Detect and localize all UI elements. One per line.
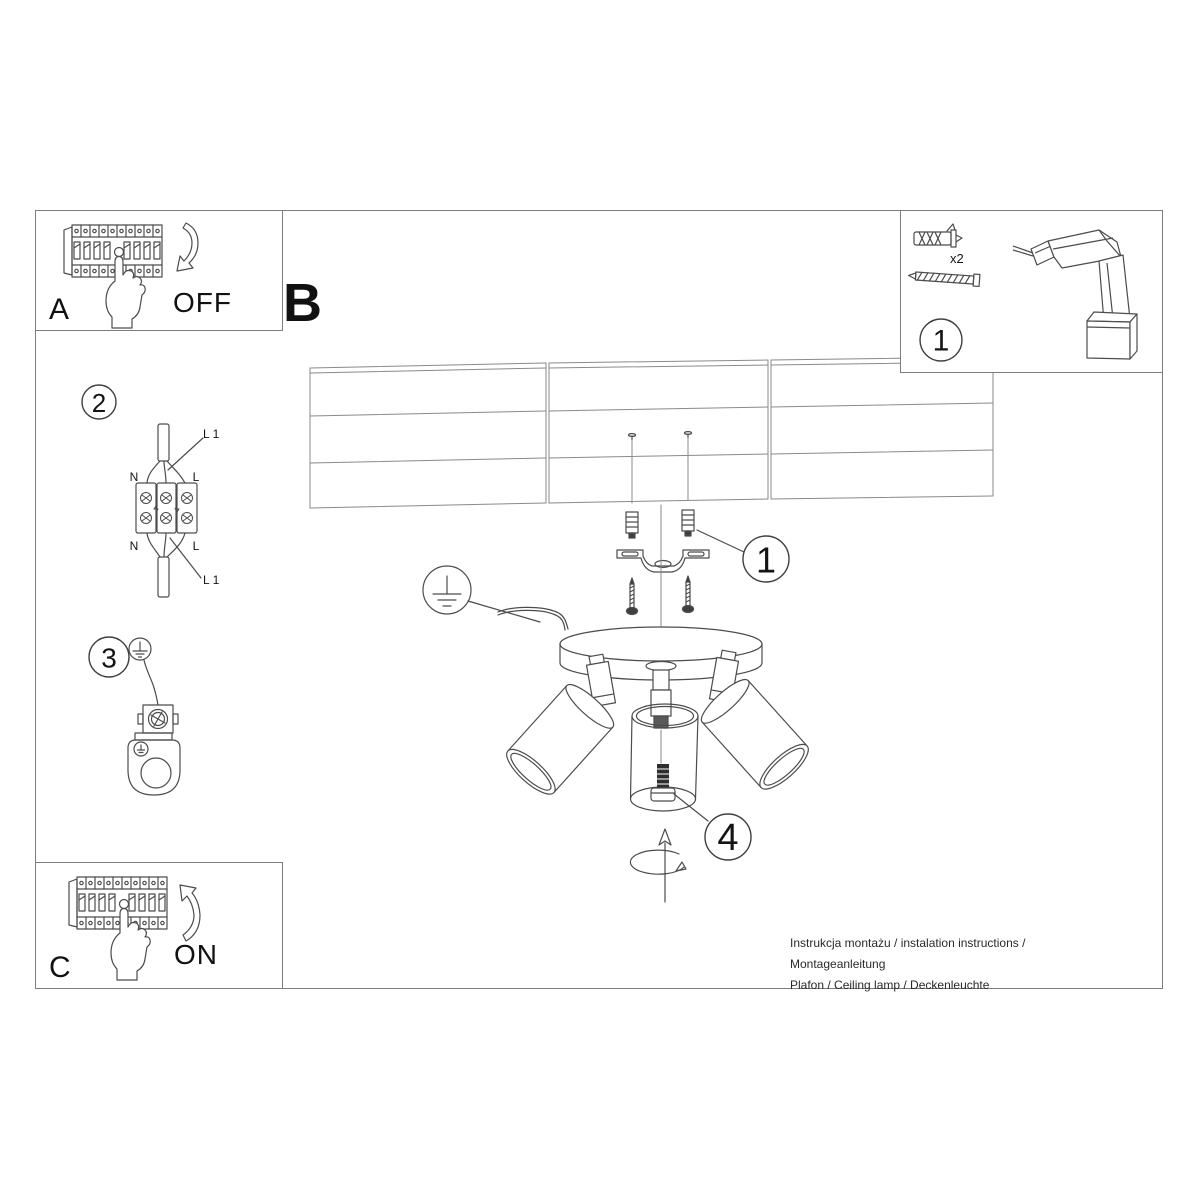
panel-power-on (35, 862, 283, 989)
supply-cable-bottom (147, 533, 185, 597)
svg-text:4: 4 (717, 817, 739, 859)
supply-cable-top (147, 424, 185, 483)
screw-quantity-label: x2 (950, 251, 964, 266)
on-arrow-icon (180, 885, 200, 941)
wire-label-l1-bottom: L 1 (203, 573, 220, 587)
adjustment-callout (705, 814, 751, 860)
wiring-step-callout (82, 385, 116, 419)
ceiling-boards (310, 357, 993, 508)
footer-captions (790, 933, 1120, 996)
ground-connection-diagram (80, 630, 205, 805)
wire-label-l1-top: L 1 (203, 427, 220, 441)
off-arrow-icon (177, 223, 198, 271)
mounting-screw-icon (908, 270, 980, 287)
lamp-bracket-ground-icon (128, 733, 180, 795)
pilot-screws (629, 432, 692, 503)
wire-label-l-bottom: L (192, 539, 200, 553)
adjustment-bolt-icon (651, 764, 675, 801)
terminal-block-icon (136, 483, 197, 533)
center-pivot-stem (646, 662, 676, 729)
parts-illustration (901, 211, 1162, 372)
wire-label-l-top: L (192, 470, 200, 484)
mounting-callout (743, 536, 789, 582)
panel-c-letter: C (49, 951, 71, 984)
panel-required-parts (900, 210, 1163, 373)
l1-top-leader (168, 438, 203, 470)
earth-symbol-icon (423, 566, 471, 614)
wiring-diagram (70, 378, 240, 613)
earth-symbol-icon (129, 638, 151, 660)
footer-line-2: Plafon / Ceiling lamp / Deckenleuchte (790, 978, 990, 992)
fixing-screws (627, 576, 694, 615)
mounting-callout-leader (697, 530, 744, 552)
parts-step-callout (920, 319, 962, 361)
adjustment-callout-leader (674, 794, 708, 821)
wire-label-n-top: N (129, 470, 139, 484)
panel-power-off (35, 210, 283, 331)
circuit-breaker-icon (64, 225, 162, 277)
ground-terminal-icon (138, 705, 178, 733)
footer-line-1: Instrukcja montażu / instalation instructions / Montageanleitung (790, 936, 1026, 971)
wall-plug-icon (914, 224, 962, 247)
drill-icon (1013, 230, 1137, 359)
wire-label-n-bottom: N (129, 539, 139, 553)
svg-text:1: 1 (755, 539, 777, 581)
mounting-bracket-icon (617, 550, 709, 572)
breaker-on-illustration (36, 863, 282, 988)
assembly-diagram (300, 350, 1010, 910)
rotation-arrow-icon (630, 829, 686, 902)
supply-wire (498, 607, 568, 630)
earth-leader (468, 601, 540, 622)
panel-a-letter: A (49, 293, 70, 326)
svg-text:1: 1 (932, 324, 950, 358)
ground-step-callout (89, 637, 129, 677)
off-label: OFF (173, 287, 232, 318)
breaker-off-illustration (36, 211, 282, 330)
section-b-letter: B (283, 273, 322, 333)
svg-text:3: 3 (101, 642, 117, 674)
wall-plugs (626, 510, 694, 538)
on-label: ON (174, 939, 218, 970)
circuit-breaker-icon (69, 877, 167, 980)
svg-text:2: 2 (91, 388, 107, 418)
ground-wire (144, 660, 158, 705)
